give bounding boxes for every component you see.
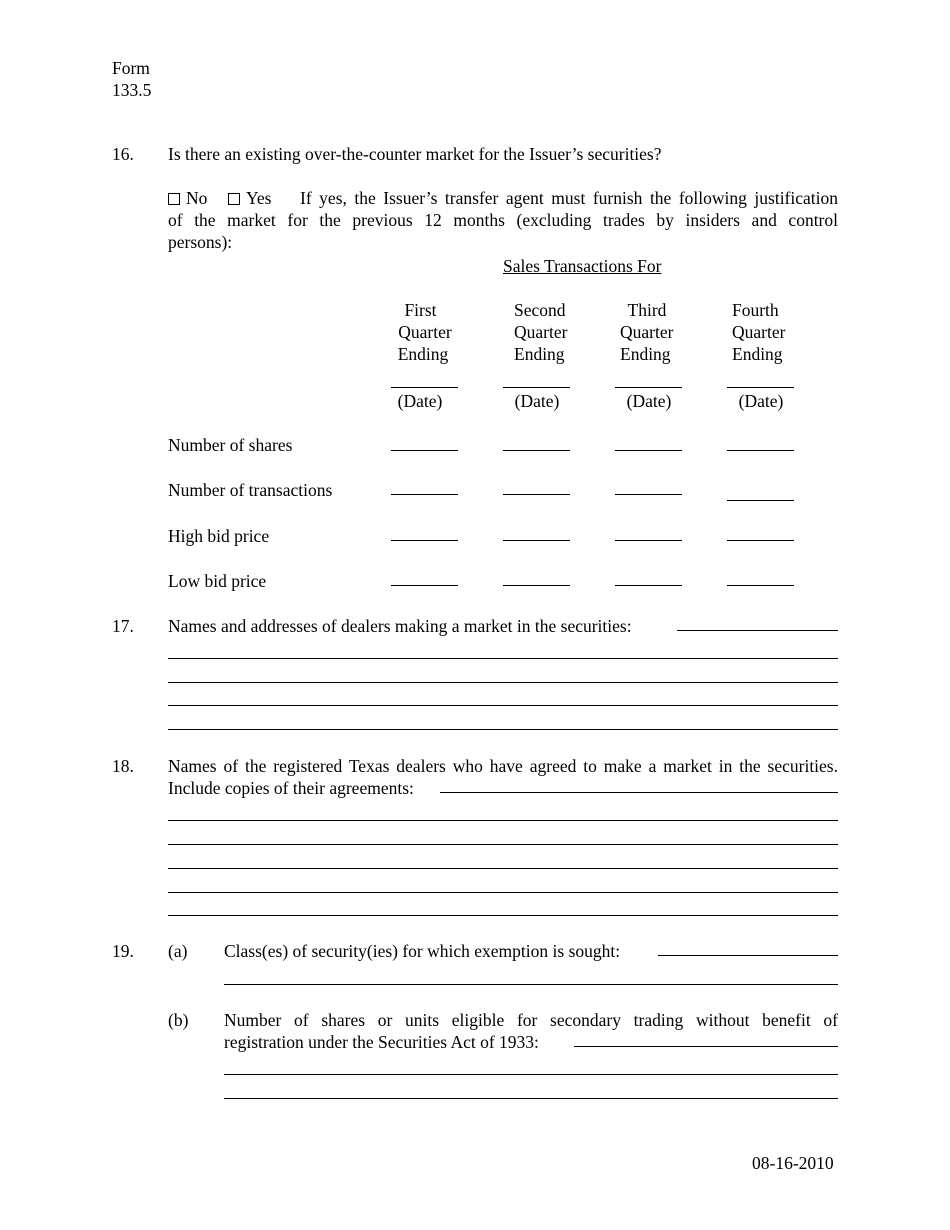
q17-answer-line[interactable] [168,729,838,730]
transactions-q3-input[interactable] [615,494,682,495]
col3-date-label: (Date) [626,391,672,411]
col4-l2: Quarter [732,322,786,342]
transactions-q1-input[interactable] [391,494,458,495]
sales-table-title: Sales Transactions For [503,256,662,276]
q18-answer-line[interactable] [168,915,838,916]
row-label-shares: Number of shares [168,435,293,455]
q16-instruction-line3: persons): [168,232,233,252]
col2-l1: Second [514,300,566,320]
col1-l3: Ending [397,344,449,364]
col2-l2: Quarter [514,322,568,342]
q19b-answer-line[interactable] [574,1046,838,1047]
q19a-label: (a) [168,941,188,961]
q16-option-no[interactable] [168,187,207,209]
q16-question: Is there an existing over-the-counter market for the Issuer’s securities? [168,144,662,164]
col1-date-input[interactable] [391,387,458,388]
transactions-q4-input[interactable] [727,500,794,501]
yes-checkbox[interactable] [228,193,240,205]
q19b-answer-line[interactable] [224,1098,838,1099]
col3-l2: Quarter [620,322,674,342]
q19a-answer-line[interactable] [658,955,838,956]
col1-l2: Quarter [398,322,452,342]
high-bid-q4-input[interactable] [727,540,794,541]
low-bid-q2-input[interactable] [503,585,570,586]
low-bid-q3-input[interactable] [615,585,682,586]
row-label-high-bid: High bid price [168,526,270,546]
high-bid-q2-input[interactable] [503,540,570,541]
col2-l3: Ending [514,344,565,364]
form-label: Form [112,58,150,78]
col3-l1: Third [627,300,667,320]
q19-number: 19. [112,941,134,961]
row-label-transactions: Number of transactions [168,480,333,500]
high-bid-q3-input[interactable] [615,540,682,541]
col2-date-input[interactable] [503,387,570,388]
q17-answer-line[interactable] [168,705,838,706]
q16-instruction-line1: If yes, the Issuer’s transfer agent must furnish the following justification [300,188,838,208]
q18-line1: Names of the registered Texas dealers who have agreed to make a market in the securities. [168,756,838,776]
low-bid-q1-input[interactable] [391,585,458,586]
col3-l3: Ending [620,344,671,364]
row-label-low-bid: Low bid price [168,571,267,591]
col3-date-input[interactable] [615,387,682,388]
q16-number: 16. [112,144,134,164]
q19b-answer-line[interactable] [224,1074,838,1075]
q17-answer-line[interactable] [168,658,838,659]
yes-label: Yes [246,188,272,208]
q18-line2: Include copies of their agreements: [168,778,414,798]
col4-date-input[interactable] [727,387,794,388]
q18-answer-line[interactable] [168,820,838,821]
shares-q4-input[interactable] [727,450,794,451]
q18-answer-line[interactable] [168,868,838,869]
q19a-text: Class(es) of security(ies) for which exemption is sought: [224,941,621,961]
no-checkbox[interactable] [168,193,180,205]
col4-l1: Fourth [732,300,779,320]
q17-answer-line[interactable] [677,630,838,631]
revision-date: 08-16-2010 [752,1153,834,1173]
col4-date-label: (Date) [738,391,784,411]
col1-l1: First [404,300,437,320]
shares-q2-input[interactable] [503,450,570,451]
q17-number: 17. [112,616,134,636]
q19b-label: (b) [168,1010,189,1030]
high-bid-q1-input[interactable] [391,540,458,541]
q19b-line1: Number of shares or units eligible for secondary trading without benefit of [224,1010,838,1030]
q18-answer-line[interactable] [168,844,838,845]
q18-answer-line[interactable] [168,892,838,893]
shares-q3-input[interactable] [615,450,682,451]
col2-date-label: (Date) [514,391,560,411]
q16-instruction-line2: of the market for the previous 12 months (excluding trades by insiders and control [168,210,838,230]
transactions-q2-input[interactable] [503,494,570,495]
shares-q1-input[interactable] [391,450,458,451]
col4-l3: Ending [732,344,783,364]
q16-option-yes[interactable] [228,187,271,209]
q19a-answer-line[interactable] [224,984,838,985]
q19b-line2: registration under the Securities Act of 1933: [224,1032,539,1052]
q18-answer-line[interactable] [440,792,838,793]
q17-answer-line[interactable] [168,682,838,683]
col1-date-label: (Date) [397,391,443,411]
low-bid-q4-input[interactable] [727,585,794,586]
form-number: 133.5 [112,80,152,100]
q18-number: 18. [112,756,134,776]
q17-text: Names and addresses of dealers making a market in the securities: [168,616,632,636]
no-label: No [186,188,208,208]
